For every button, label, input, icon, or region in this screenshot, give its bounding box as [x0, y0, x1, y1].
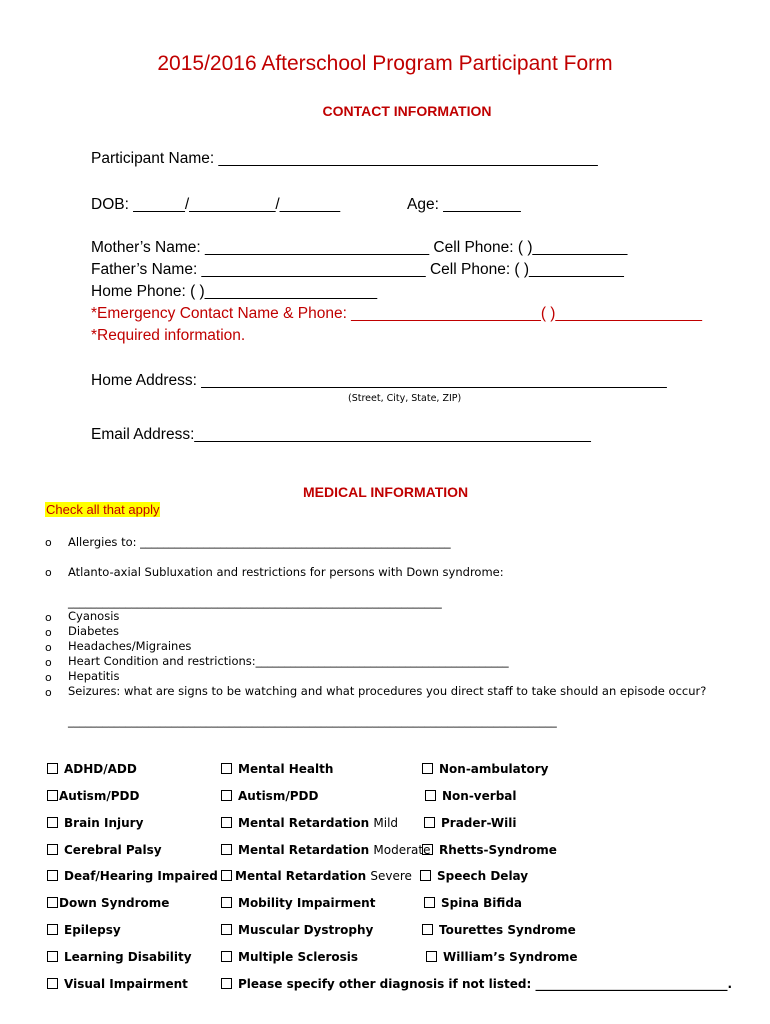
checkbox-label: Please specify other diagnosis if not listed: ________________________________. — [238, 977, 733, 991]
mother-field[interactable]: Mother’s Name: __________________________ Cell Phone: ( )___________ — [91, 239, 628, 256]
checkbox-visual-impairment[interactable] — [47, 977, 188, 991]
seizures-item[interactable]: Seizures: what are signs to be watching and what procedures you direct staff to take should an episode occur? — [68, 684, 707, 698]
cyanosis-item[interactable]: Cyanosis — [68, 609, 120, 623]
checkbox-icon — [424, 817, 435, 828]
bullet-icon: o — [45, 566, 52, 579]
checkbox-icon — [47, 978, 58, 989]
checkbox-icon — [47, 763, 58, 774]
bullet-icon: o — [45, 656, 52, 669]
dob-field[interactable]: DOB: ______/__________/_______ — [91, 196, 341, 213]
checkbox-adhd[interactable] — [47, 762, 137, 776]
required-note: *Required information. — [91, 327, 246, 344]
checkbox-icon — [221, 844, 232, 855]
atlanto-axial-line[interactable]: _________________________________________________________________ — [68, 595, 442, 609]
checkbox-mental-health[interactable] — [221, 762, 333, 776]
check-all-label: Check all that apply — [46, 502, 160, 517]
bullet-icon: o — [45, 686, 52, 699]
email-field[interactable]: Email Address:______________________________________________ — [91, 426, 591, 443]
checkbox-non-verbal[interactable] — [425, 789, 517, 803]
checkbox-label: Tourettes Syndrome — [439, 923, 576, 937]
checkbox-label: Multiple Sclerosis — [238, 950, 359, 964]
checkbox-label-suffix: Severe — [370, 869, 412, 883]
father-field[interactable]: Father’s Name: __________________________ Cell Phone: ( )___________ — [91, 261, 624, 278]
checkbox-label: Autism/PDD — [59, 789, 140, 803]
bullet-icon: o — [45, 536, 52, 549]
checkbox-icon — [420, 870, 431, 881]
emergency-contact-field[interactable]: *Emergency Contact Name & Phone: ______________________( )_________________ — [91, 305, 703, 322]
checkbox-label: Mental Health — [238, 762, 334, 776]
check-all-note — [45, 501, 160, 519]
checkbox-label: Mental Retardation — [235, 869, 367, 883]
checkbox-label: Learning Disability — [64, 950, 192, 964]
atlanto-axial-item[interactable]: Atlanto-axial Subluxation and restrictions for persons with Down syndrome: — [68, 565, 504, 579]
checkbox-label: Cerebral Palsy — [64, 843, 162, 857]
checkbox-brain-injury[interactable] — [47, 816, 143, 830]
checkbox-icon — [47, 790, 58, 801]
checkbox-icon — [221, 924, 232, 935]
checkbox-label: Mental Retardation — [238, 816, 370, 830]
checkbox-prader-wili[interactable] — [424, 816, 516, 830]
bullet-icon: o — [45, 671, 52, 684]
checkbox-label: Brain Injury — [64, 816, 144, 830]
checkbox-icon — [221, 790, 232, 801]
checkbox-icon — [422, 844, 433, 855]
medical-heading: MEDICAL INFORMATION — [303, 484, 469, 500]
checkbox-label-suffix: Moderate — [373, 843, 431, 857]
checkbox-icon — [221, 951, 232, 962]
heart-condition-item[interactable]: Heart Condition and restrictions:____________________________________________ — [68, 654, 509, 668]
checkbox-spina-bifida[interactable] — [424, 896, 522, 910]
home-phone-field[interactable]: Home Phone: ( )____________________ — [91, 283, 378, 300]
checkbox-label: Down Syndrome — [59, 896, 170, 910]
checkbox-icon — [425, 790, 436, 801]
checkbox-icon — [47, 817, 58, 828]
checkbox-non-ambulatory[interactable] — [422, 762, 548, 776]
checkbox-label: ADHD/ADD — [64, 762, 137, 776]
checkbox-speech-delay[interactable] — [420, 869, 528, 883]
checkbox-label: Autism/PDD — [238, 789, 319, 803]
checkbox-learning-disability[interactable] — [47, 950, 192, 964]
checkbox-tourettes[interactable] — [422, 923, 576, 937]
bullet-icon: o — [45, 641, 52, 654]
address-hint: (Street, City, State, ZIP) — [348, 393, 462, 404]
checkbox-icon — [47, 897, 58, 908]
checkbox-label: Muscular Dystrophy — [238, 923, 374, 937]
checkbox-multiple-sclerosis[interactable] — [221, 950, 358, 964]
checkbox-mr-mild[interactable] — [221, 816, 398, 830]
checkbox-icon — [422, 924, 433, 935]
hepatitis-item[interactable]: Hepatitis — [68, 669, 120, 683]
checkbox-icon — [221, 897, 232, 908]
checkbox-deaf[interactable] — [47, 869, 218, 883]
checkbox-muscular-dystrophy[interactable] — [221, 923, 373, 937]
checkbox-other-diagnosis[interactable] — [221, 977, 732, 991]
checkbox-icon — [424, 897, 435, 908]
age-field[interactable]: Age: _________ — [407, 196, 521, 213]
headaches-item[interactable]: Headaches/Migraines — [68, 639, 192, 653]
checkbox-icon — [422, 763, 433, 774]
checkbox-label: Epilepsy — [64, 923, 121, 937]
checkbox-label-suffix: Mild — [373, 816, 399, 830]
checkbox-mobility[interactable] — [221, 896, 375, 910]
checkbox-mr-moderate[interactable] — [221, 843, 430, 857]
checkbox-epilepsy[interactable] — [47, 923, 121, 937]
checkbox-label: Mobility Impairment — [238, 896, 376, 910]
checkbox-label: Prader-Wili — [441, 816, 517, 830]
checkbox-label: Speech Delay — [437, 869, 529, 883]
checkbox-label: Mental Retardation — [238, 843, 370, 857]
checkbox-icon — [221, 763, 232, 774]
checkbox-icon — [221, 870, 232, 881]
checkbox-icon — [426, 951, 437, 962]
home-address-field[interactable]: Home Address: ______________________________________________________ — [91, 372, 667, 389]
checkbox-autism-2[interactable] — [221, 789, 318, 803]
form-title: 2015/2016 Afterschool Program Participant Form — [157, 52, 613, 75]
checkbox-mr-severe[interactable] — [221, 869, 412, 883]
checkbox-label: Non-ambulatory — [439, 762, 549, 776]
checkbox-label: Spina Bifida — [441, 896, 523, 910]
checkbox-rhetts[interactable] — [422, 843, 557, 857]
checkbox-autism[interactable] — [47, 789, 139, 803]
checkbox-label: Deaf/Hearing Impaired — [64, 869, 218, 883]
participant-name-field[interactable]: Participant Name: ____________________________________________ — [91, 150, 598, 167]
checkbox-icon — [47, 951, 58, 962]
checkbox-cerebral-palsy[interactable] — [47, 843, 162, 857]
checkbox-williams[interactable] — [426, 950, 578, 964]
bullet-icon: o — [45, 611, 52, 624]
checkbox-down-syndrome[interactable] — [47, 896, 169, 910]
diabetes-item[interactable]: Diabetes — [68, 624, 120, 638]
checkbox-label: Rhetts-Syndrome — [439, 843, 557, 857]
checkbox-icon — [47, 924, 58, 935]
bullet-icon: o — [45, 626, 52, 639]
checkbox-icon — [221, 978, 232, 989]
checkbox-label: Visual Impairment — [64, 977, 188, 991]
checkbox-label: Non-verbal — [442, 789, 517, 803]
seizures-line[interactable]: _____________________________________________________________________________________ — [68, 714, 557, 728]
checkbox-label: William’s Syndrome — [443, 950, 578, 964]
allergies-item[interactable]: Allergies to: ______________________________________________________ — [68, 535, 451, 549]
contact-heading: CONTACT INFORMATION — [322, 103, 492, 119]
checkbox-icon — [47, 844, 58, 855]
checkbox-icon — [47, 870, 58, 881]
checkbox-icon — [221, 817, 232, 828]
